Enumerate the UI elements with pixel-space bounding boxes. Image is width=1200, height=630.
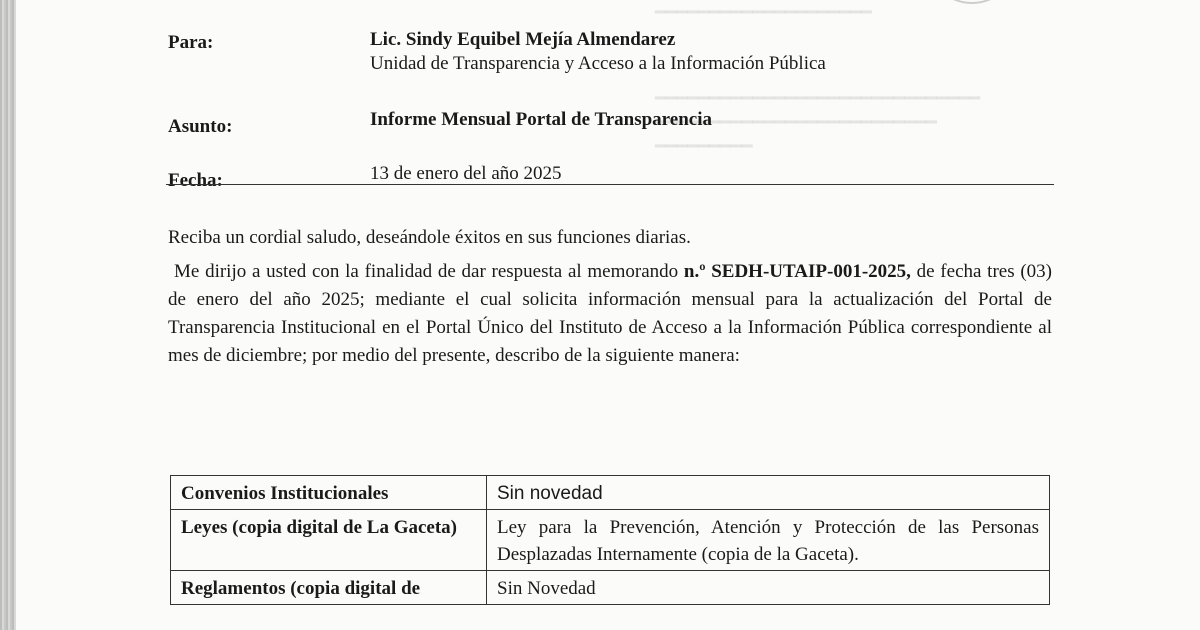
para-unit: Unidad de Transparencia y Acceso a la Información Pública: [370, 53, 826, 74]
paragraph-rest: de fecha tres (03) de enero del año 2025; mediante el cual solicita información mensual para la actualización del Portal de Transparencia Institucional en el Portal Único del Instituto de Acceso a la Información Pública correspondiente al mes de diciembre; por medio del presente, describo de la siguiente manera:: [168, 261, 1052, 366]
greeting-text: Reciba un cordial saludo, deseándole éxitos en sus funciones diarias.: [168, 227, 691, 248]
paragraph-intro: Me dirijo a usted con la finalidad de dar respuesta al memorando: [174, 261, 684, 282]
row-value: Sin Novedad: [487, 571, 1050, 605]
para-label: Para:: [168, 32, 214, 53]
row-value: Ley para la Prevención, Atención y Protección de las Personas Desplazadas Internamente (copia de la Gaceta).: [487, 510, 1050, 571]
fecha-label: Fecha:: [168, 170, 223, 191]
scan-edge: [0, 0, 16, 630]
table-row: [171, 476, 1050, 510]
body-paragraph: [168, 258, 1052, 370]
table-row: [171, 571, 1050, 605]
row-value: Sin novedad: [487, 476, 1050, 510]
fecha-value: 13 de enero del año 2025: [370, 163, 562, 184]
memo-reference: n.º SEDH-UTAIP-001-2025,: [683, 261, 911, 282]
header-divider: [166, 184, 1054, 185]
info-table: [170, 475, 1050, 605]
para-name: Lic. Sindy Equibel Mejía Almendarez: [370, 29, 676, 50]
row-label: Reglamentos (copia digital de: [171, 571, 487, 605]
asunto-label: Asunto:: [168, 116, 233, 137]
row-label: Convenios Institucionales: [171, 476, 487, 510]
row-label: Leyes (copia digital de La Gaceta): [171, 510, 487, 571]
table-row: [171, 510, 1050, 571]
asunto-value: Informe Mensual Portal de Transparencia: [370, 109, 712, 130]
